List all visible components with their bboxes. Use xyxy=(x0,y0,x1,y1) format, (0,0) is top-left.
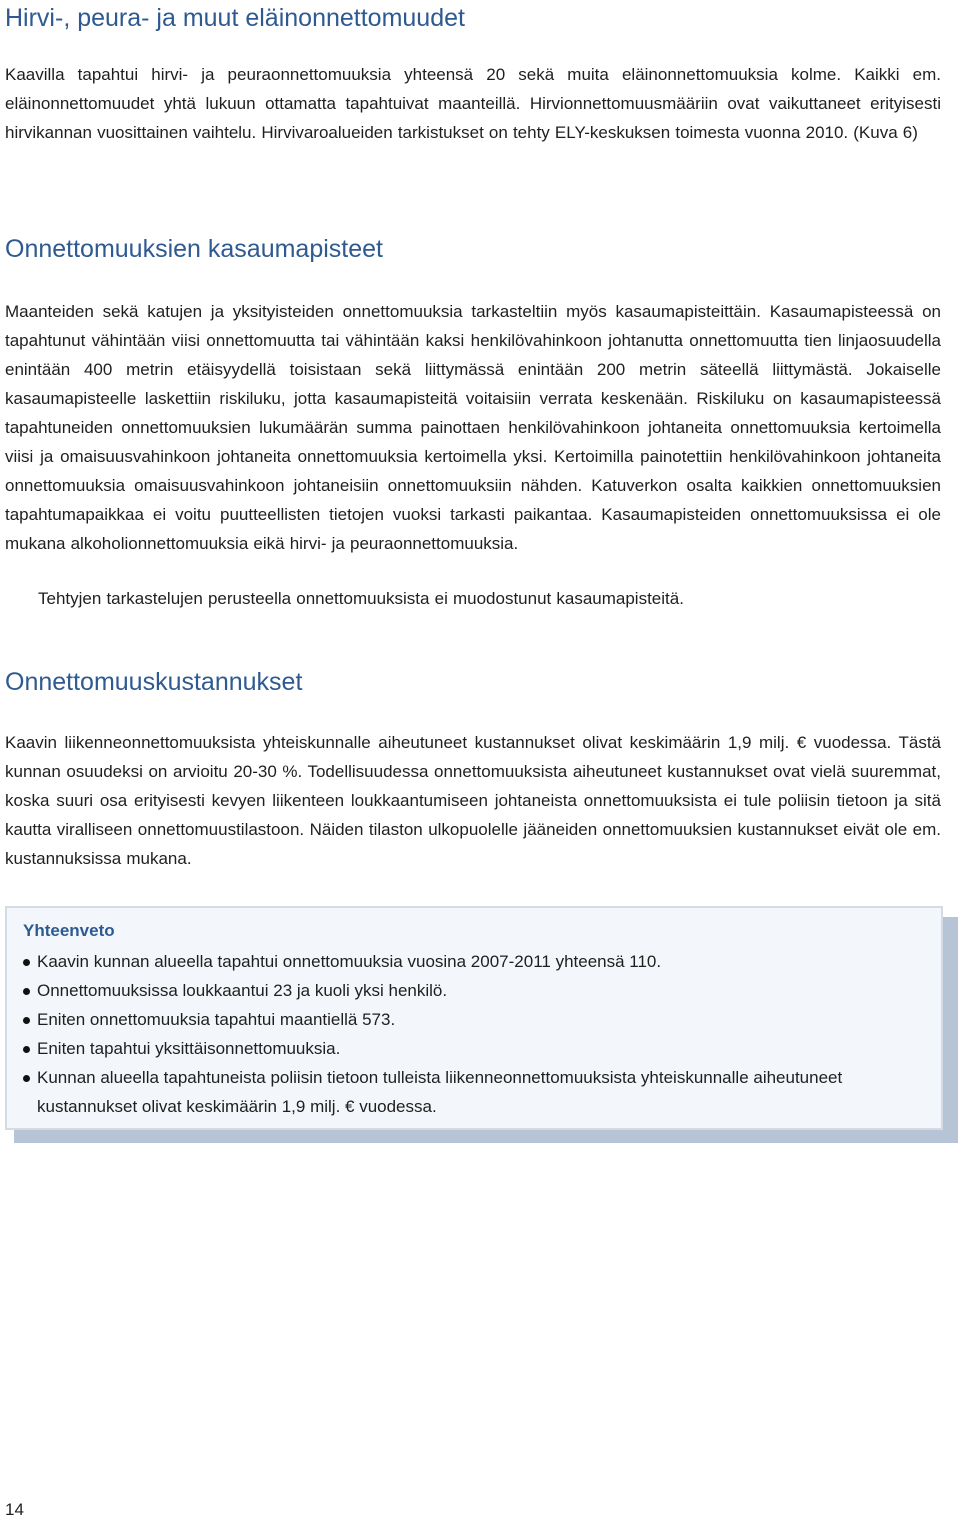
bullet-icon xyxy=(23,988,30,995)
summary-item-text: Kaavin kunnan alueella tapahtui onnettomuuksia vuosina 2007-2011 yhteensä 110. xyxy=(37,952,662,971)
summary-item-text: Onnettomuuksissa loukkaantui 23 ja kuoli yksi henkilö. xyxy=(37,981,448,1000)
summary-box xyxy=(5,906,943,1130)
summary-title: Yhteenveto xyxy=(23,921,115,940)
bullet-icon xyxy=(23,1046,30,1053)
section-body-animal-accidents: Kaavilla tapahtui hirvi- ja peuraonnettomuuksia yhteensä 20 sekä muita eläinonnettomuuksia kolme. Kaikki em. eläinonnettomuudet yhtä lukuun ottamatta tapahtuivat maanteillä. Hirvionnettomuusmääriin ovat vaikuttaneet erityisesti hirvikannan vuosittainen vaihtelu. Hirvivaroalueiden tarkistukset on tehty ELY-keskuksen toimesta vuonna 2010. (Kuva 6) xyxy=(5,65,941,142)
section-heading-accident-clusters: Onnettomuuksien kasaumapisteet xyxy=(5,235,383,263)
summary-list-item xyxy=(23,976,923,1005)
summary-list-item xyxy=(23,1034,923,1063)
summary-item-text: Eniten tapahtui yksittäisonnettomuuksia. xyxy=(37,1039,341,1058)
bullet-icon xyxy=(23,1017,30,1024)
bullet-icon xyxy=(23,1075,30,1082)
summary-item-text: Eniten onnettomuuksia tapahtui maantiellä 573. xyxy=(37,1010,396,1029)
summary-list-item xyxy=(23,1063,923,1121)
section-body-accident-clusters: Maanteiden sekä katujen ja yksityisteiden onnettomuuksia tarkasteltiin myös kasaumapisteittäin. Kasaumapisteessä on tapahtunut vähintään viisi onnettomuutta tai vähintään kaksi henkilövahinkoon johtanutta onnettomuutta tien linjaosuudella enintään 400 metrin etäisyydellä toisistaan sekä liittymässä enintään 200 metrin säteellä liittymästä. Jokaiselle kasaumapisteelle laskettiin riskiluku, jotta kasaumapisteitä voitaisiin verrata keskenään. Riskiluku on kasaumapisteessä tapahtuneiden onnettomuuksien lukumäärän summa painottaen henkilövahinkoon johtaneita onnettomuuksia kertoimella viisi ja omaisuusvahinkoon johtaneita onnettomuuksia kertoimella yksi. Kertoimilla painotettiin henkilövahinkoon johtaneita onnettomuuksia omaisuusvahinkoon johtaneisiin onnettomuuksiin nähden. Katuverkon osalta kaikkien onnettomuuksien tapahtumapaikkaa ei voitu puutteellisten tietojen vuoksi tarkasti paikantaa. Kasaumapisteiden onnettomuuksissa ei ole mukana alkoholionnettomuuksia eikä hirvi- ja peuraonnettomuuksia. xyxy=(5,302,941,553)
page-number: 14 xyxy=(5,1500,24,1519)
summary-item-text: Kunnan alueella tapahtuneista poliisin tietoon tulleista liikenneonnettomuuksista yhteiskunnalle aiheutuneet kustannukset olivat keskimäärin 1,9 milj. € vuodessa. xyxy=(37,1068,843,1116)
section-body-accident-costs: Kaavin liikenneonnettomuuksista yhteiskunnalle aiheutuneet kustannukset olivat keskimäärin 1,9 milj. € vuodessa. Tästä kunnan osuudeksi on arvioitu 20-30 %. Todellisuudessa onnettomuuksista aiheutuneet kustannukset ovat vielä suuremmat, koska suuri osa erityisesti kevyen liikenteen loukkaantumiseen johtaneista onnettomuuksista ei tule poliisin tietoon ja sitä kautta viralliseen onnettomuustilastoon. Näiden tilaston ulkopuolelle jääneiden onnettomuuksien kustannukset eivät ole em. kustannuksissa mukana. xyxy=(5,733,941,868)
summary-list xyxy=(23,947,923,1121)
summary-list-item xyxy=(23,1005,923,1034)
summary-list-item xyxy=(23,947,923,976)
section-heading-animal-accidents: Hirvi-, peura- ja muut eläinonnettomuudet xyxy=(5,4,465,32)
section-heading-accident-costs: Onnettomuuskustannukset xyxy=(5,668,303,696)
section-body-accident-clusters-conclusion: Tehtyjen tarkastelujen perusteella onnettomuuksista ei muodostunut kasaumapisteitä. xyxy=(38,589,684,608)
bullet-icon xyxy=(23,959,30,966)
